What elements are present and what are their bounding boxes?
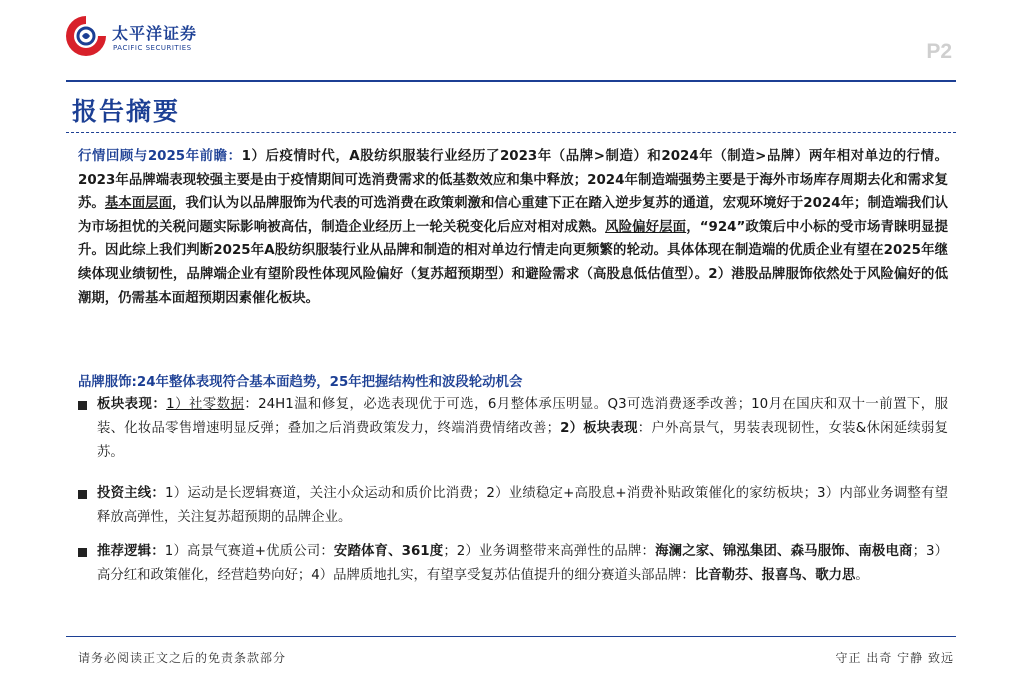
company-logo (64, 14, 214, 64)
bullet-text: ；2）业务调整带来高弹性的品牌： (443, 544, 656, 559)
bullet-square-icon (78, 548, 87, 557)
company-list: 安踏体育、361度 (333, 544, 444, 559)
summary-text-2: ，我们认为以品牌服饰为代表的可选消费在政策刺激和信心重建下正在踏入逆步复苏的通道，宏观环境好于2024年；制造端我们认为市场担忧的关税问题实际影响被高估，制造企业经历上一轮关税变化后应对相对成熟。 (78, 196, 949, 235)
header-divider (66, 80, 956, 82)
bullet-label: 投资主线： (97, 486, 166, 501)
risk-preference-label: 风险偏好层面 (605, 219, 687, 235)
brand-name-cn: 太平洋证券 (112, 24, 198, 43)
bullet-text: ；3）高分红和政策催化，经营趋势向好；4）品牌质地扎实，有望享受复苏估值提升的细分赛道头部品牌： (97, 544, 949, 583)
summary-lead: 行情回顾与2025年前瞻： (78, 149, 242, 164)
bullet-text: ：24H1温和修复，必选表现优于可选，6月整体承压明显。Q3可选消费逐季改善；10月在国庆和双十一前置下，服装、化妆品零售增速明显反弹；叠加之后消费政策发力，终端消费情绪改善； (97, 397, 948, 436)
page-number: P2 (926, 40, 952, 63)
bullet-sector-performance (78, 393, 948, 465)
bullet-text: 1）高景气赛道+优质公司： (164, 544, 334, 559)
pacific-securities-logo-icon (64, 14, 108, 58)
company-list: 比音勒芬、报喜鸟、歌力思 (694, 568, 856, 583)
footer-divider (66, 636, 956, 637)
bullet-investment-themes (78, 482, 948, 530)
company-list: 海澜之家、锦泓集团、森马服饰、南极电商 (655, 544, 913, 559)
bullet-label: 板块表现： (97, 397, 167, 412)
bullet-text: 。 (855, 568, 869, 583)
bullet-text: ：户外高景气，男装表现韧性，女装&休闲延续弱复苏。 (97, 421, 948, 460)
page-title: 报告摘要 (72, 97, 181, 126)
brand-name-en: PACIFIC SECURITIES (113, 44, 192, 52)
retail-data-subhead: 1）社零数据 (166, 397, 245, 412)
fundamental-label: 基本面层面 (104, 196, 173, 212)
footer-disclaimer: 请务必阅读正文之后的免责条款部分 (78, 651, 287, 665)
title-divider (66, 132, 956, 133)
bullet-square-icon (78, 490, 87, 499)
bullet-recommendation-logic (78, 540, 948, 588)
sector-performance-subhead: 2）板块表现 (560, 421, 638, 436)
summary-text-1: 1）后疫情时代，A股纺织服装行业经历了2023年（品牌>制造）和2024年（制造>品牌）两年相对单边的行情。2023年品牌端表现较强主要是由于疫情期间可选消费需求的低基数效应和集中释放；2024年制造端强势主要是于海外市场库存周期去化和需求复苏。 (78, 149, 948, 212)
summary-paragraph (78, 145, 948, 310)
bullet-square-icon (78, 401, 87, 410)
bullet-label: 推荐逻辑： (97, 544, 165, 559)
summary-text-3: ，“924”政策后中小标的受市场青睐明显提升。因此综上我们判断2025年A股纺织服装行业从品牌和制造的相对单边行情走向更频繁的轮动。具体体现在制造端的优质企业有望在2025年继续体现业绩韧性，品牌端企业有望阶段性体现风险偏好（复苏超预期型）和避险需求（高股息低估值型）。2）港股品牌服饰依然处于风险偏好的低潮期，仍需基本面超预期因素催化板块。 (78, 219, 949, 306)
brand-section-heading: 品牌服饰:24年整体表现符合基本面趋势，25年把握结构性和波段轮动机会 (78, 375, 523, 390)
bullet-text: 1）运动是长逻辑赛道，关注小众运动和质价比消费；2）业绩稳定+高股息+消费补贴政策催化的家纺板块；3）内部业务调整有望释放高弹性，关注复苏超预期的品牌企业。 (97, 486, 948, 525)
footer-motto: 守正 出奇 宁静 致远 (835, 651, 954, 665)
